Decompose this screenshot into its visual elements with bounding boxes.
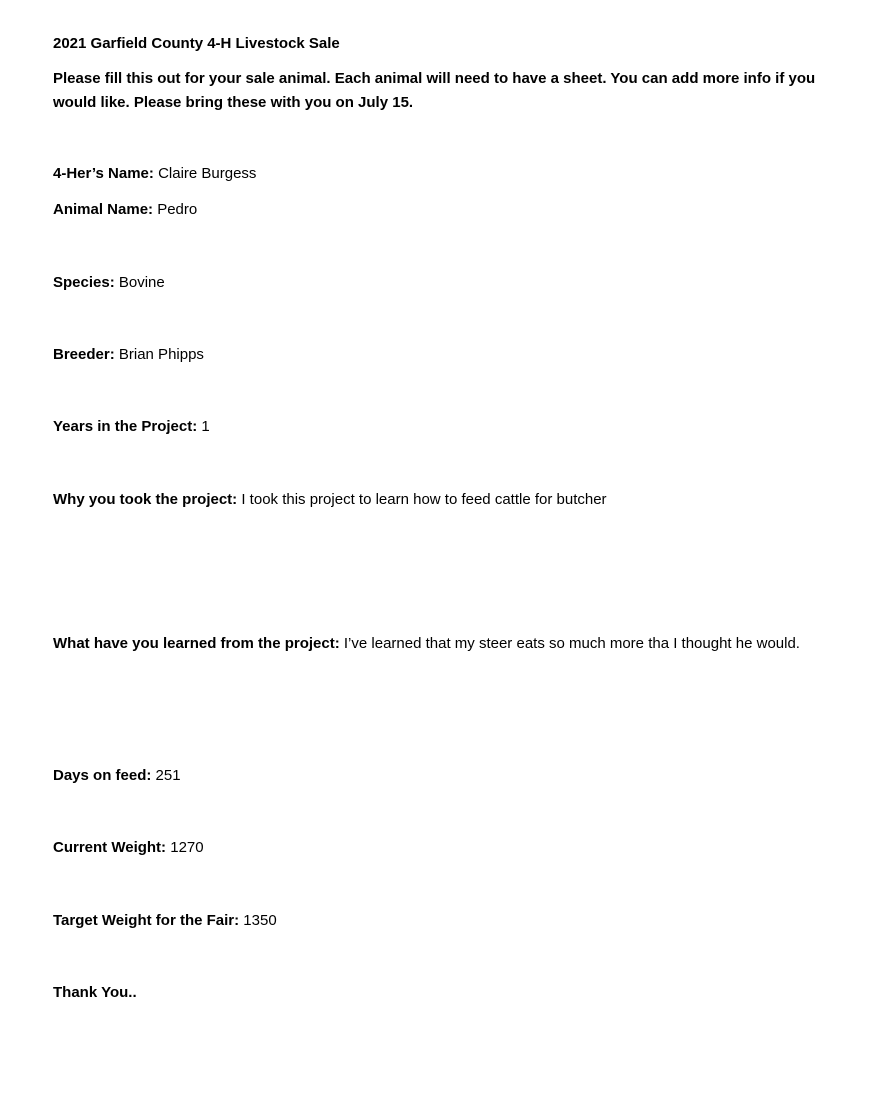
field-value: 251 bbox=[155, 767, 181, 784]
field-label: Days on feed: bbox=[53, 767, 152, 784]
field-target-weight bbox=[53, 909, 277, 933]
document-title: 2021 Garfield County 4-H Livestock Sale bbox=[53, 35, 340, 52]
field-value: Claire Burgess bbox=[158, 165, 257, 182]
field-label: Target Weight for the Fair: bbox=[53, 912, 240, 929]
field-label: Species: bbox=[53, 274, 115, 291]
field-label: Current Weight: bbox=[53, 839, 167, 856]
field-label: What have you learned from the project: bbox=[53, 635, 340, 652]
field-value: Bovine bbox=[118, 274, 165, 291]
field-4her-name bbox=[53, 162, 256, 186]
field-label: Animal Name: bbox=[53, 201, 154, 218]
field-learned bbox=[53, 632, 823, 656]
field-label: Why you took the project: bbox=[53, 491, 238, 508]
field-years-in-project bbox=[53, 415, 210, 439]
field-label: Years in the Project: bbox=[53, 418, 198, 435]
field-label: 4-Her’s Name: bbox=[53, 165, 154, 182]
field-value: I’ve learned that my steer eats so much more tha I thought he would. bbox=[343, 635, 800, 652]
field-value: Pedro bbox=[157, 201, 198, 218]
field-why-project bbox=[53, 488, 607, 512]
field-animal-name bbox=[53, 198, 197, 222]
field-breeder bbox=[53, 343, 204, 367]
field-days-on-feed bbox=[53, 764, 181, 788]
instructions: Please fill this out for your sale animal. Each animal will need to have a sheet. You can add more info if you would like. Please bring these with you on July 15. bbox=[53, 70, 816, 111]
field-current-weight bbox=[53, 836, 204, 860]
field-species bbox=[53, 271, 165, 295]
closing-text: Thank You.. bbox=[53, 984, 137, 1001]
field-value: Brian Phipps bbox=[118, 346, 204, 363]
field-value: 1350 bbox=[243, 912, 277, 929]
field-value: I took this project to learn how to feed cattle for butcher bbox=[241, 491, 607, 508]
field-value: 1 bbox=[201, 418, 210, 435]
field-label: Breeder: bbox=[53, 346, 115, 363]
field-value: 1270 bbox=[170, 839, 204, 856]
